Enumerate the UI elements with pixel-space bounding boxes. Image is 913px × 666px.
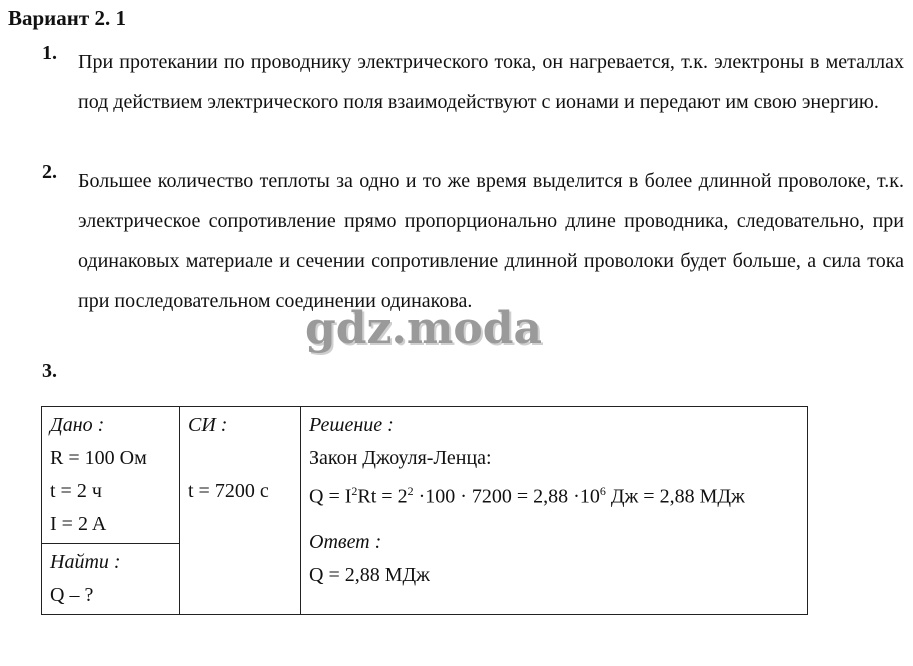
list-item	[42, 42, 904, 122]
find-cell	[42, 544, 180, 615]
page-title: Вариант 2. 1	[8, 6, 126, 30]
given-cell	[42, 407, 180, 544]
formula: $Q = I^2Rt = 2^2 \cdot 100 \cdot 7200 = 2,88 \cdot 10^6$ Дж = 2,88 МДж	[309, 484, 745, 508]
answer-header: Ответ :	[309, 531, 382, 553]
answer-value: Q = 2,88 МДж	[309, 564, 430, 586]
given-header: Дано :	[50, 414, 105, 436]
list-item	[42, 161, 904, 321]
find-value: Q – ?	[50, 584, 94, 606]
solution-table	[41, 406, 808, 615]
law-name: Закон Джоуля-Ленца:	[309, 447, 492, 469]
item-number: 1.	[42, 42, 57, 64]
item-text: При протекании по проводнику электрического тока, он нагревается, т.к. электроны в металлах под действием электрического поля взаимодействуют с ионами и передают им свою энергию.	[78, 51, 904, 113]
given-value: R = 100 Ом	[50, 447, 147, 469]
item-number: 3.	[42, 360, 57, 382]
item-number: 2.	[42, 161, 57, 183]
item-text: Большее количество теплоты за одно и то же время выделится в более длинной проволоке, т.к. электрическое сопротивление прямо пропорционально длине проводника, следовательно, при одинаковых материале и сечении сопротивление длинной проволоки будет больше, а сила тока при последовательном соединении одинакова.	[78, 170, 904, 312]
watermark: gdz.moda	[305, 303, 543, 354]
given-value: t = 2 ч	[50, 480, 102, 502]
si-value: t = 7200 с	[188, 480, 269, 502]
given-value: I = 2 A	[50, 513, 107, 535]
si-cell	[180, 407, 301, 615]
si-header: СИ :	[188, 414, 228, 436]
solution-cell	[301, 407, 808, 615]
find-header: Найти :	[50, 551, 121, 573]
solution-header: Решение :	[309, 414, 394, 436]
